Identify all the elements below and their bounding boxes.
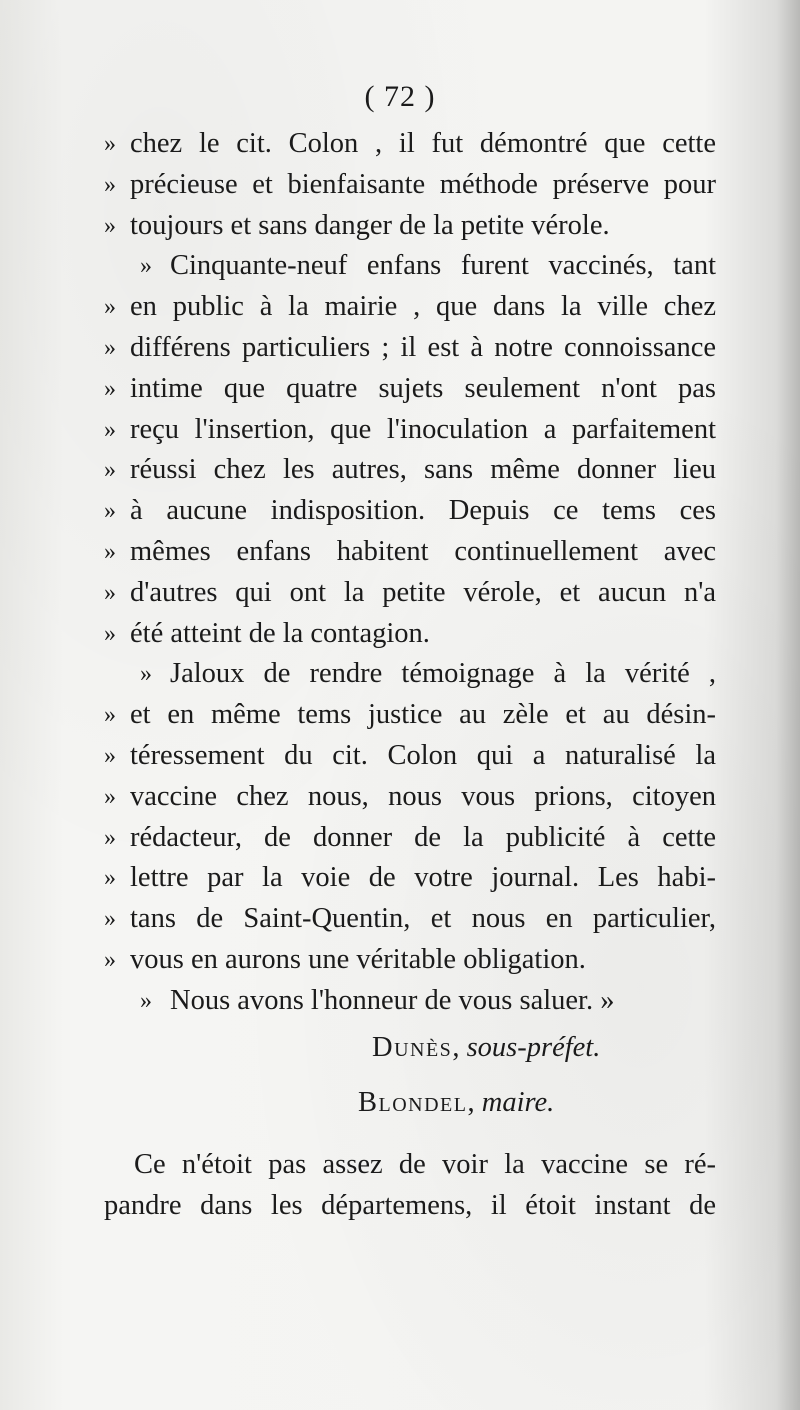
line-text: vous en aurons une véritable obligation. xyxy=(130,943,586,975)
text-line xyxy=(104,410,716,451)
signatory-title: maire. xyxy=(481,1087,555,1118)
quote-mark: » xyxy=(104,783,116,810)
quote-mark: » xyxy=(104,538,116,565)
text-line xyxy=(104,532,716,573)
text-line xyxy=(104,206,716,247)
signatory-title: sous-préfet. xyxy=(466,1032,601,1063)
line-text: Cinquante-neuf enfans furent vaccinés, tant xyxy=(170,250,716,282)
line-text: téressement du cit. Colon qui a naturalisé la xyxy=(130,739,716,771)
line-text: rédacteur, de donner de la publicité à cette xyxy=(130,821,716,853)
quote-mark: » xyxy=(104,579,116,606)
quote-mark: » xyxy=(104,171,116,198)
quote-mark: » xyxy=(104,334,116,361)
page-number: ( 72 ) xyxy=(364,80,436,113)
signatory-name: Dunès xyxy=(372,1032,453,1063)
text-line xyxy=(104,614,716,655)
signature-line: Blondel, maire. xyxy=(358,1087,555,1118)
letter-body xyxy=(104,124,716,1022)
quote-mark: » xyxy=(104,824,116,851)
quote-mark: » xyxy=(104,946,116,973)
line-text: intime que quatre sujets seulement n'ont pas xyxy=(130,372,716,404)
line-text: chez le cit. Colon , il fut démontré que cette xyxy=(130,128,716,159)
line-text: Jaloux de rendre témoignage à la vérité , xyxy=(170,658,716,690)
line-text: en public à la mairie , que dans la ville chez xyxy=(130,291,716,323)
line-text: Ce n'étoit pas assez de voir la vaccine se ré- xyxy=(134,1149,716,1180)
line-text: reçu l'insertion, que l'inoculation a parfaitement xyxy=(130,413,716,445)
line-text: précieuse et bienfaisante méthode préserve pour xyxy=(130,168,716,200)
text-line xyxy=(104,1186,716,1227)
line-text: et en même tems justice au zèle et au désin- xyxy=(130,699,716,731)
quote-mark: » xyxy=(104,416,116,443)
signatory-name: Blondel xyxy=(358,1087,468,1118)
text-line xyxy=(104,981,716,1022)
quote-mark: » xyxy=(140,987,152,1014)
line-text: mêmes enfans habitent continuellement avec xyxy=(130,535,716,567)
text-line xyxy=(104,940,716,981)
text-line xyxy=(104,899,716,940)
quote-mark: » xyxy=(104,131,116,157)
text-line xyxy=(104,165,716,206)
quote-mark: » xyxy=(104,375,116,402)
line-text: pandre dans les départemens, il étoit instant de xyxy=(104,1189,716,1221)
text-line xyxy=(104,246,716,287)
line-text: à aucune indisposition. Depuis ce tems ces xyxy=(130,495,716,527)
text-line xyxy=(104,1145,716,1186)
line-text: réussi chez les autres, sans même donner lieu xyxy=(130,454,716,486)
text-line xyxy=(104,573,716,614)
text-line xyxy=(104,695,716,736)
line-text: d'autres qui ont la petite vérole, et aucun n'a xyxy=(130,576,716,608)
text-line xyxy=(104,369,716,410)
text-line xyxy=(104,736,716,777)
text-line xyxy=(104,124,716,165)
text-line xyxy=(104,777,716,818)
line-text: Nous avons l'honneur de vous saluer. » xyxy=(170,984,615,1016)
line-text: différens particuliers ; il est à notre connoissance xyxy=(130,331,716,363)
line-text: toujours et sans danger de la petite vérole. xyxy=(130,209,610,241)
text-line xyxy=(104,491,716,532)
text-line xyxy=(104,328,716,369)
quote-mark: » xyxy=(104,702,116,729)
quote-mark: » xyxy=(104,457,116,484)
text-line xyxy=(104,287,716,328)
text-line xyxy=(104,818,716,859)
text-line xyxy=(104,858,716,899)
signature-line: Dunès, sous-préfet. xyxy=(372,1032,601,1063)
line-text: lettre par la voie de votre journal. Les habi- xyxy=(130,862,716,894)
quote-mark: » xyxy=(104,906,116,933)
quote-mark: » xyxy=(104,212,116,239)
quote-mark: » xyxy=(104,294,116,321)
text-line xyxy=(104,654,716,695)
quote-mark: » xyxy=(104,498,116,525)
line-text: été atteint de la contagion. xyxy=(130,617,430,649)
line-text: tans de Saint-Quentin, et nous en particulier, xyxy=(130,903,716,935)
quote-mark: » xyxy=(104,620,116,647)
quote-mark: » xyxy=(104,742,116,769)
text-line xyxy=(104,450,716,491)
closing-paragraph xyxy=(104,1145,716,1227)
quote-mark: » xyxy=(140,661,152,688)
quote-mark: » xyxy=(104,865,116,892)
quote-mark: » xyxy=(140,253,152,280)
line-text: vaccine chez nous, nous vous prions, citoyen xyxy=(130,780,716,812)
